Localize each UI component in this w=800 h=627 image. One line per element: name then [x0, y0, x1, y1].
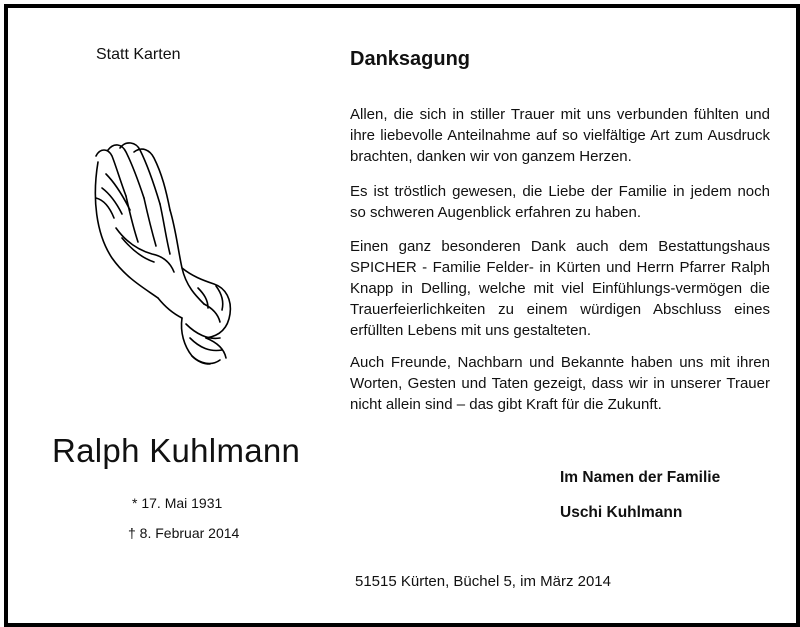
paragraph-2: Es ist tröstlich gewesen, die Liebe der Familie in jedem noch so schweren Augenblick erfahren zu haben. — [350, 183, 770, 221]
paragraph-4: Auch Freunde, Nachbarn und Bekannte haben uns mit ihren Worten, Gesten und Taten gezeigt, dass wir in unserer Trauer nicht allein sind – das gibt Kraft für die Zukunft. — [350, 354, 770, 413]
signature-line-1: Im Namen der Familie — [560, 469, 721, 486]
paragraph-1: Allen, die sich in stiller Trauer mit uns verbunden fühlten und ihre liebevolle Anteilnahme auf so vielfältige Art zum Ausdruck brachten, danken wir von ganzem Herzen. — [350, 106, 770, 165]
signature-line-2: Uschi Kuhlmann — [560, 504, 683, 521]
paragraph-3: Einen ganz besonderen Dank auch dem Bestattungshaus SPICHER - Familie Felder- in Kürten und Herrn Pfarrer Ralph Knapp in Delling, welche mit viel Einfühlungs-vermögen die Trauerfeierlichkeiten zu einem würdigen Abschluss eines erfüllten Lebens mit uns gestalteten. — [350, 238, 770, 339]
birth-date: * 17. Mai 1931 — [132, 495, 223, 511]
obituary-card — [4, 4, 800, 627]
deceased-name: Ralph Kuhlmann — [52, 432, 301, 469]
praying-hands-icon — [86, 138, 236, 368]
statt-karten-label: Statt Karten — [96, 46, 181, 63]
page-title: Danksagung — [350, 48, 471, 70]
place-date: 51515 Kürten, Büchel 5, im März 2014 — [355, 573, 611, 590]
death-date: † 8. Februar 2014 — [128, 525, 240, 541]
